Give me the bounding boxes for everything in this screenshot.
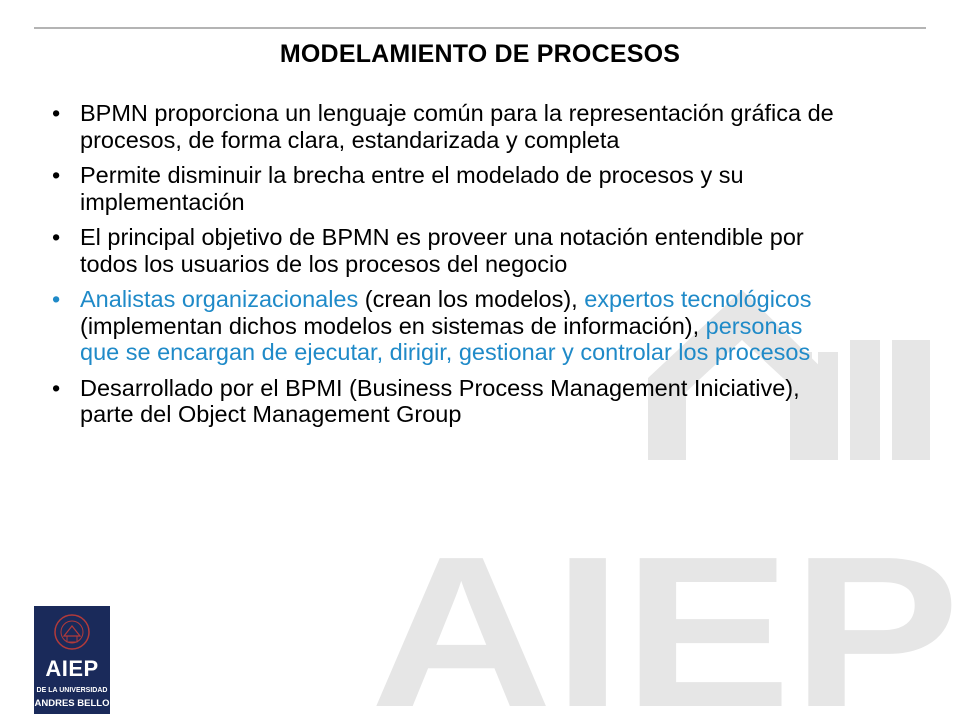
bullet-marker: • [52, 286, 61, 312]
logo-brand: AIEP [45, 656, 99, 681]
bullet-text: Desarrollado por el BPMI (Business Process Management Iniciative), parte del Object Management Group [80, 374, 800, 427]
bullet-marker: • [52, 374, 61, 401]
watermark-text: AIEP [370, 511, 960, 720]
bullet-marker: • [52, 224, 61, 250]
highlight-expertos: expertos tecnológicos [584, 286, 812, 312]
logo-subtitle-1: DE LA UNIVERSIDAD [36, 687, 108, 694]
bullet-item [52, 375, 842, 428]
bullet-item [52, 100, 842, 153]
logo-subtitle-2: ANDRES BELLO [34, 698, 110, 709]
bullet-text [80, 286, 812, 365]
bullet-item [52, 162, 842, 215]
bullet-item [52, 224, 842, 277]
bullet-text: Permite disminuir la brecha entre el modelado de procesos y su implementación [80, 162, 744, 215]
plain-text: (implementan dichos modelos en sistemas de información), [80, 312, 706, 339]
highlight-analistas: Analistas organizacionales [80, 286, 359, 312]
bullet-text: El principal objetivo de BPMN es proveer una notación entendible por todos los usuarios de los procesos del negocio [80, 224, 804, 277]
aiep-logo [34, 606, 110, 714]
plain-text: (crean los modelos), [358, 286, 585, 312]
slide-title: MODELAMIENTO DE PROCESOS [279, 40, 681, 68]
bullet-item [52, 286, 842, 366]
bullet-list [52, 100, 842, 437]
bullet-marker: • [52, 100, 61, 126]
bullet-marker: • [52, 162, 61, 188]
highlight-personas: personas que se encargan de ejecutar, dirigir, gestionar y controlar los procesos [80, 312, 811, 365]
bullet-text: BPMN proporciona un lenguaje común para la representación gráfica de procesos, de forma clara, estandarizada y completa [80, 100, 834, 153]
